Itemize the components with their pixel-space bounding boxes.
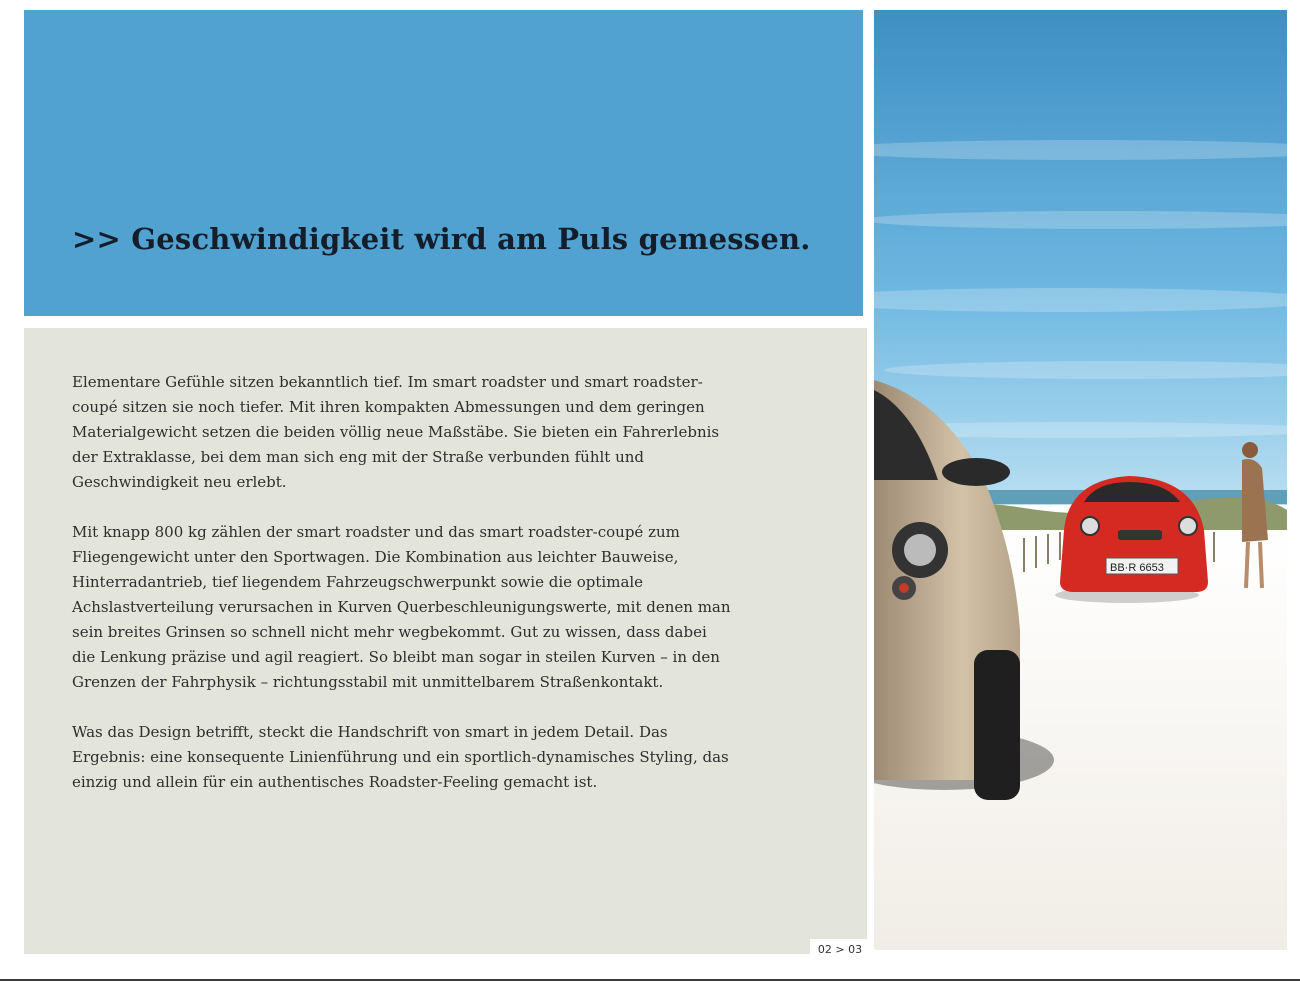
car-photo [874, 10, 1287, 950]
license-plate: BB·R 6653 [1110, 562, 1164, 574]
body-text-panel [24, 328, 867, 954]
paragraph-design: Was das Design betrifft, steckt die Handschrift von smart in jedem Detail. Das Ergebnis: eine konsequente Linienführung und ein sportlich-dynamisches Styling, das einzig und allein für ein authentisches Roadster-Feeling gemacht ist. [72, 723, 729, 791]
headline-marker: >> [72, 222, 121, 256]
roadster-beach-illustration [874, 10, 1287, 950]
page-title [72, 222, 811, 256]
paragraph-performance: Mit knapp 800 kg zählen der smart roadster und das smart roadster-coupé zum Fliegengewicht unter den Sportwagen. Die Kombination aus leichter Bauweise, Hinterradantrieb, tief liegendem Fahrzeugschwerpunkt sowie die optimale Achslastverteilung verursachen in Kurven Querbeschleunigungswerte, mit denen man sein breites Grinsen so schnell nicht mehr wegbekommt. Gut zu wissen, dass dabei die Lenkung präzise und agil reagiert. So bleibt man sogar in steilen Kurven – in den Grenzen der Fahrphysik – richtungsstabil mit unmittelbarem Straßenkontakt. [72, 523, 731, 691]
body-copy [72, 370, 732, 820]
paragraph-intro: Elementare Gefühle sitzen bekanntlich tief. Im smart roadster und smart roadster-coupé sitzen sie noch tiefer. Mit ihren kompakten Abmessungen und dem geringen Materialgewicht setzen die beiden völlig neue Maßstäbe. Sie bieten ein Fahrerlebnis der Extraklasse, bei dem man sich eng mit der Straße verbunden fühlt und Geschwindigkeit neu erlebt. [72, 373, 720, 491]
headline-panel [24, 10, 863, 316]
page-number: 02 > 03 [810, 939, 870, 961]
headline-text: Geschwindigkeit wird am Puls gemessen. [131, 222, 811, 256]
bottom-rule [0, 979, 1300, 981]
